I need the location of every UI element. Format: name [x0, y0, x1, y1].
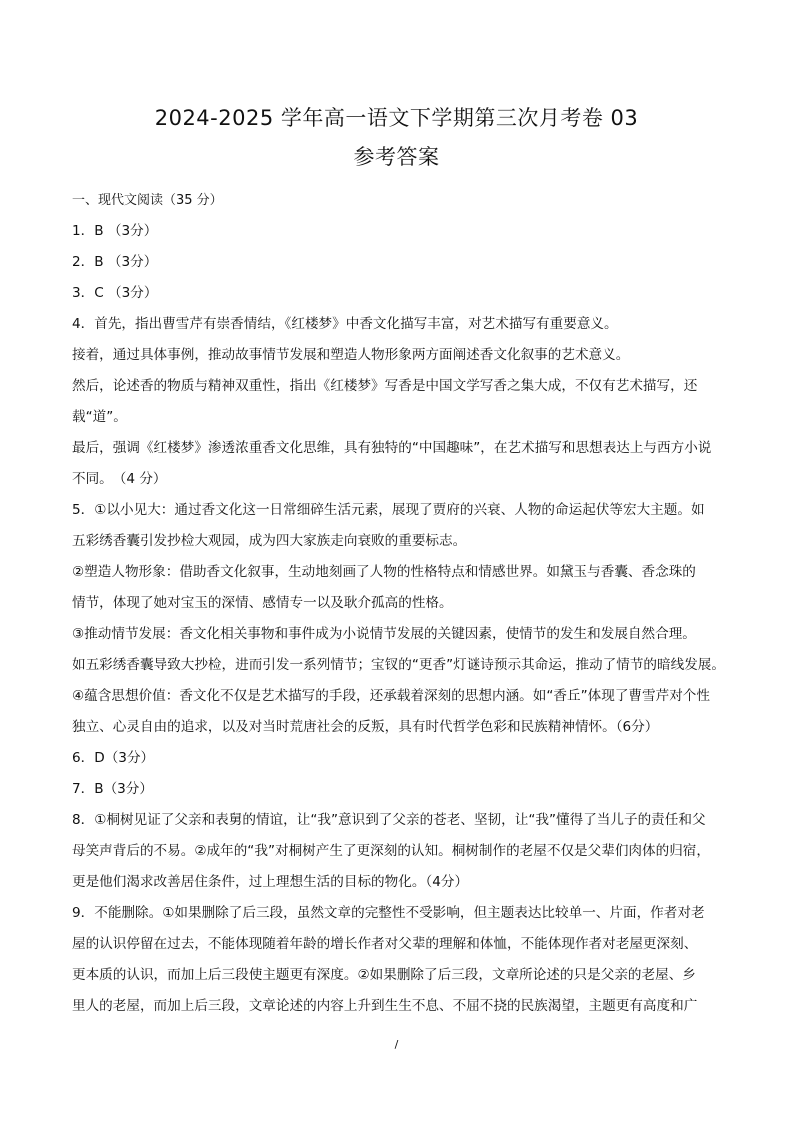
answer-line: ②塑造人物形象：借助香文化叙事，生动地刻画了人物的性格特点和情感世界。如黛玉与香囊、香念珠的 — [72, 564, 696, 580]
answer-line: 1．B （3分） — [72, 223, 158, 239]
page-title: 2024-2025 学年高一语文下学期第三次月考卷 03 — [154, 106, 639, 130]
answer-line: 载“道”。 — [72, 409, 127, 425]
section-header: 一、现代文阅读（35 分） — [72, 193, 223, 208]
page-footer: / — [394, 1038, 399, 1051]
answer-line: 5．①以小见大：通过香文化这一日常细碎生活元素，展现了贾府的兴衰、人物的命运起伏等宏大主题。如 — [72, 502, 705, 518]
answer-line: 更是他们渴求改善居住条件，过上理想生活的目标的物化。（4分） — [72, 874, 469, 890]
answer-line: ③推动情节发展：香文化相关事物和事件成为小说情节发展的关键因素，使情节的发生和发展自然合理。 — [72, 626, 696, 642]
answer-line: 如五彩绣香囊导致大抄检，进而引发一系列情节；宝钗的“更香”灯谜诗预示其命运，推动了情节的暗线发展。 — [72, 657, 725, 673]
answer-content — [72, 185, 732, 1022]
answer-line: 7．B（3分） — [72, 781, 153, 797]
answer-line: 屋的认识停留在过去，不能体现随着年龄的增长作者对父辈的理解和体恤，不能体现作者对老屋更深刻、 — [72, 936, 698, 952]
answer-line: 独立、心灵自由的追求，以及对当时荒唐社会的反叛，具有时代哲学色彩和民族精神情怀。（6分） — [72, 719, 659, 735]
answer-line: 8．①桐树见证了父亲和表舅的情谊，让“我”意识到了父亲的苍老、坚韧，让“我”懂得了当儿子的责任和父 — [72, 812, 706, 828]
answer-line: 情节，体现了她对宝玉的深情、感情专一以及耿介孤高的性格。 — [72, 595, 453, 611]
answer-line: 9．不能删除。①如果删除了后三段，虽然文章的完整性不受影响，但主题表达比较单一、片面，作者对老 — [72, 905, 705, 921]
answer-line: 然后，论述香的物质与精神双重性，指出《红楼梦》写香是中国文学写香之集大成，不仅有艺术描写，还 — [72, 378, 698, 394]
answer-line: 更本质的认识，而加上后三段使主题更有深度。②如果删除了后三段，文章所论述的只是父亲的老屋、乡 — [72, 967, 696, 983]
answer-line: 6．D（3分） — [72, 750, 155, 766]
page-subtitle: 参考答案 — [353, 145, 440, 169]
answer-line: 里人的老屋，而加上后三段，文章论述的内容上升到生生不息、不屈不挠的民族渴望，主题更有高度和广 — [72, 998, 698, 1014]
answer-line: 五彩绣香囊引发抄检大观园，成为四大家族走向衰败的重要标志。 — [72, 533, 467, 549]
answer-line: ④蕴含思想价值：香文化不仅是艺术描写的手段，还承载着深刻的思想内涵。如“香丘”体现了曹雪芹对个性 — [72, 688, 710, 704]
answer-line: 接着，通过具体事例，推动故事情节发展和塑造人物形象两方面阐述香文化叙事的艺术意义。 — [72, 347, 630, 363]
answer-line: 母笑声背后的不易。②成年的“我”对桐树产生了更深刻的认知。桐树制作的老屋不仅是父辈们肉体的归宿， — [72, 843, 710, 859]
answer-line: 最后，强调《红楼梦》渗透浓重香文化思维，具有独特的“中国趣味”，在艺术描写和思想表达上与西方小说 — [72, 440, 712, 456]
answer-line: 3．C （3分） — [72, 285, 158, 301]
answer-line: 2．B （3分） — [72, 254, 158, 270]
answer-line: 不同。 （4 分） — [72, 471, 167, 487]
answer-line: 4．首先，指出曹雪芹有崇香情结，《红楼梦》中香文化描写丰富，对艺术描写有重要意义。 — [72, 316, 618, 332]
answer-lines — [72, 216, 732, 1022]
